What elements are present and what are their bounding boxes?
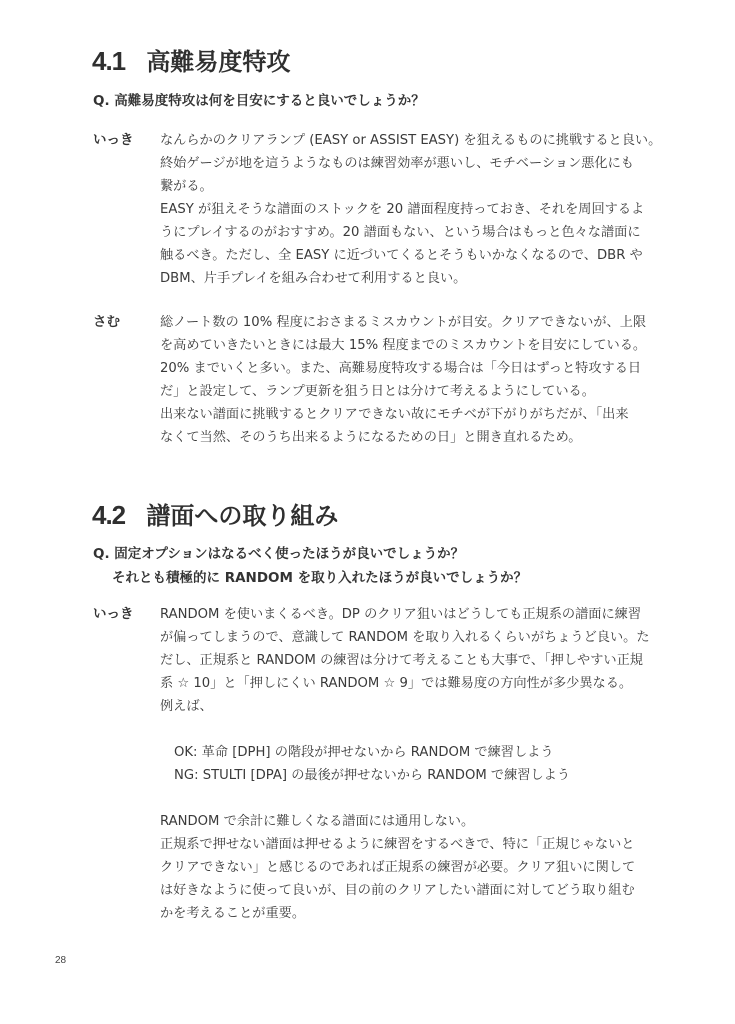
speaker-label: いっき — [93, 132, 134, 148]
answer-line: 触るべき。ただし、全 EASY に近づいてくるとそうもいかなくなるので、DBR や — [160, 248, 643, 263]
answer-line: クリアできない」と感じるのであれば正規系の練習が必要。クリア狙いに関して — [160, 860, 636, 875]
answer-line: うにプレイするのがおすすめ。20 譜面もない、という場合はもっと色々な譜面に — [160, 225, 641, 240]
answer-line: だ」と設定して、ランプ更新を狙う日とは分けて考えるようにしている。 — [160, 384, 595, 399]
answer-line: が偏ってしまうので、意識して RANDOM を取り入れるくらいがちょうど良い。た — [160, 630, 650, 645]
example-line-ok: OK: 革命 [DPH] の階段が押せないから RANDOM で練習しよう — [174, 745, 554, 760]
answer-line: 系 ☆ 10」と「押しにくい RANDOM ☆ 9」では難易度の方向性が多少異なる。 — [160, 676, 633, 691]
example-line-ng: NG: STULTI [DPA] の最後が押せないから RANDOM で練習しよう — [174, 768, 571, 783]
question-4-2 — [93, 542, 527, 590]
answer-line: EASY が狙えそうな譜面のストックを 20 譜面程度持っておき、それを周回するよ — [160, 202, 645, 217]
speaker-label: いっき — [93, 606, 134, 622]
answer-body — [160, 603, 650, 925]
question-4-1: Q. 高難易度特攻は何を目安にすると良いでしょうか？ — [93, 93, 425, 109]
answer-line: だし、正規系と RANDOM の練習は分けて考えることも大事で、「押しやすい正規 — [160, 653, 643, 668]
answer-line: 例えば、 — [160, 699, 213, 714]
answer-line: を高めていきたいときには最大 15% 程度までのミスカウントを目安にしている。 — [160, 338, 647, 353]
answer-line: なんらかのクリアランプ (EASY or ASSIST EASY) を狙えるものに挑戦すると良い。 — [160, 133, 662, 148]
speaker-label: さむ — [93, 314, 120, 330]
question-line: それとも積極的に RANDOM を取り入れたほうが良いでしょうか？ — [112, 570, 528, 586]
section-number: 4.2 — [92, 500, 126, 530]
answer-line: かを考えることが重要。 — [160, 906, 306, 921]
spacer — [160, 787, 645, 810]
answer-body — [160, 129, 662, 290]
answer-line: 正規系で押せない譜面は押せるように練習をするべきで、特に「正規じゃないと — [160, 837, 635, 852]
answer-line: RANDOM を使いまくるべき。DP のクリア狙いはどうしても正規系の譜面に練習 — [160, 607, 642, 622]
answer-line: 繋がる。 — [160, 179, 213, 194]
answer-line: 出来ない譜面に挑戦するとクリアできない故にモチベが下がりがちだが、「出来 — [160, 407, 629, 422]
section-title-text: 高難易度特攻 — [146, 48, 291, 76]
answer-line: 総ノート数の 10% 程度におさまるミスカウントが目安。クリアできないが、上限 — [160, 315, 647, 330]
section-number: 4.1 — [92, 46, 126, 76]
answer-line: なくて当然、そのうち出来るようになるための日」と開き直れるため。 — [160, 430, 582, 445]
question-line: Q. 固定オプションはなるべく使ったほうが良いでしょうか？ — [93, 546, 465, 562]
answer-line: は好きなように使って良いが、目の前のクリアしたい譜面に対してどう取り組む — [160, 883, 635, 898]
page-number: 28 — [55, 955, 67, 966]
section-title-text: 譜面への取り組み — [146, 502, 339, 530]
answer-line: 終始ゲージが地を這うようなものは練習効率が悪いし、モチベーション悪化にも — [160, 156, 634, 171]
section-heading-4-2 — [92, 496, 338, 531]
spacer — [160, 718, 645, 741]
section-heading-4-1 — [92, 42, 290, 77]
answer-line: DBM、片手プレイを組み合わせて利用すると良い。 — [160, 271, 467, 286]
answer-body — [160, 311, 645, 449]
answer-line: 20% までいくと多い。また、高難易度特攻する場合は「今日はずっと特攻する日 — [160, 361, 642, 376]
answer-line: RANDOM で余計に難しくなる譜面には通用しない。 — [160, 814, 475, 829]
